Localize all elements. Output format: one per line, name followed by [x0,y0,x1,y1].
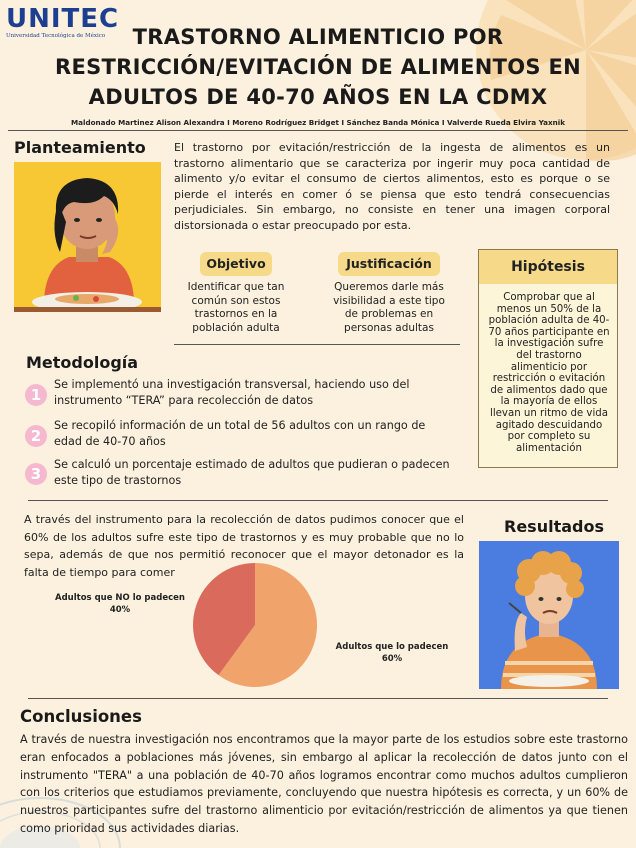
results-pie-chart [190,560,320,690]
justificacion-label: Justificación [338,252,440,276]
step-1-text: Se implementó una investigación transversal, haciendo uso del instrumento “TERA” para recolección de datos [54,378,410,407]
step-2-badge: 2 [25,425,47,447]
pie-label-padecen [318,641,466,665]
poster-title [40,22,596,112]
woman-eating-illustration [14,162,161,312]
pie-label-no-padecen-value: 40% [109,605,131,615]
pie-label-padecen-name: Adultos que lo padecen [335,642,449,652]
title-line-3: ADULTOS DE 40-70 AÑOS EN LA CDMX [88,85,548,109]
hipotesis-text: Comprobar que al menos un 50% de la población adulta de 40-70 años participante en la investigación sufre del trastorno alimenticio por restricción o evitación de alimentos dado que la mayoría de ellos llevan un ritmo de vida agitado descuidando por completo su alimentación [488,292,610,454]
planteamiento-divider [174,344,460,345]
hipotesis-heading: Hipótesis [479,250,617,284]
resultados-heading: Resultados [504,517,604,536]
title-line-2: RESTRICCIÓN/EVITACIÓN DE ALIMENTOS EN [55,55,581,79]
planteamiento-heading: Planteamiento [14,138,146,157]
logo-wordmark: UNITEC [6,4,120,34]
objetivo-text: Identificar que tan común son estos trastornos en la población adulta [187,281,285,334]
objetivo-label: Objetivo [200,252,272,276]
logo-subtitle: Universidad Tecnológica de México [6,33,106,39]
resultados-text: A través del instrumento para la recolección de datos pudimos conocer que el 60% de los adultos sufre este tipo de trastornos y es muy probable que no lo sepa, además de que nos permitió reconocer que el mayor detonador es la falta de tiempo para comer [24,513,464,579]
hipotesis-box [478,249,618,468]
pie-label-padecen-value: 60% [381,654,403,664]
planteamiento-text: El trastorno por evitación/restricción de la ingesta de alimentos es un trastorno alimentario que se caracteriza por ingerir muy poca cantidad de alimento y/o evitar el consumo de ciertos alimentos, esto es porque o se pierde el interés en comer ó se piensa que esto tendrá consecuencias perjudiciales. Sin embargo, no consiste en tener una imagen corporal distorsionada o estar preocupado por esta. [174,141,610,232]
man-eating-illustration [479,541,619,689]
pie-label-no-padecen-name: Adultos que NO lo padecen [55,593,185,603]
title-line-1: TRASTORNO ALIMENTICIO POR [132,25,504,49]
resultados-divider [28,698,608,699]
pie-label-no-padecen [40,592,200,616]
metodologia-heading: Metodología [26,353,139,372]
justificacion-text: Queremos darle más visibilidad a este tipo de problemas en personas adultas [333,281,445,334]
authors-line: Maldonado Martinez Alison Alexandra I Moreno Rodríguez Bridget I Sánchez Banda Mónica I Valverde Rueda Elvira Yaxnik [71,118,565,127]
step-2-text: Se recopiló información de un total de 56 adultos con un rango de edad de 40-70 años [54,419,426,448]
step-3-text: Se calculó un porcentaje estimado de adultos que pudieran o padecen este tipo de trastornos [54,458,450,487]
title-divider [8,130,628,131]
conclusiones-heading: Conclusiones [20,707,142,726]
conclusiones-text: A través de nuestra investigación nos encontramos que la mayor parte de los estudios sobre este trastorno eran enfocados a poblaciones más jóvenes, sin embargo al aplicar la recolección de datos junto con el instrumento "TERA" a una población de 40-70 años logramos encontrar como muchos adultos cumplieron con los criterios que estudiamos previamente, concluyendo que nuestra hipótesis es correcta, y un 60% de nuestros participantes sufre del trastorno alimenticio por evitación/restricción de alimentos ya que tienen como prioridad sus actividades diarias. [20,733,628,835]
step-3-badge: 3 [25,463,47,485]
step-1-badge: 1 [25,384,47,406]
metodologia-divider [28,500,608,501]
